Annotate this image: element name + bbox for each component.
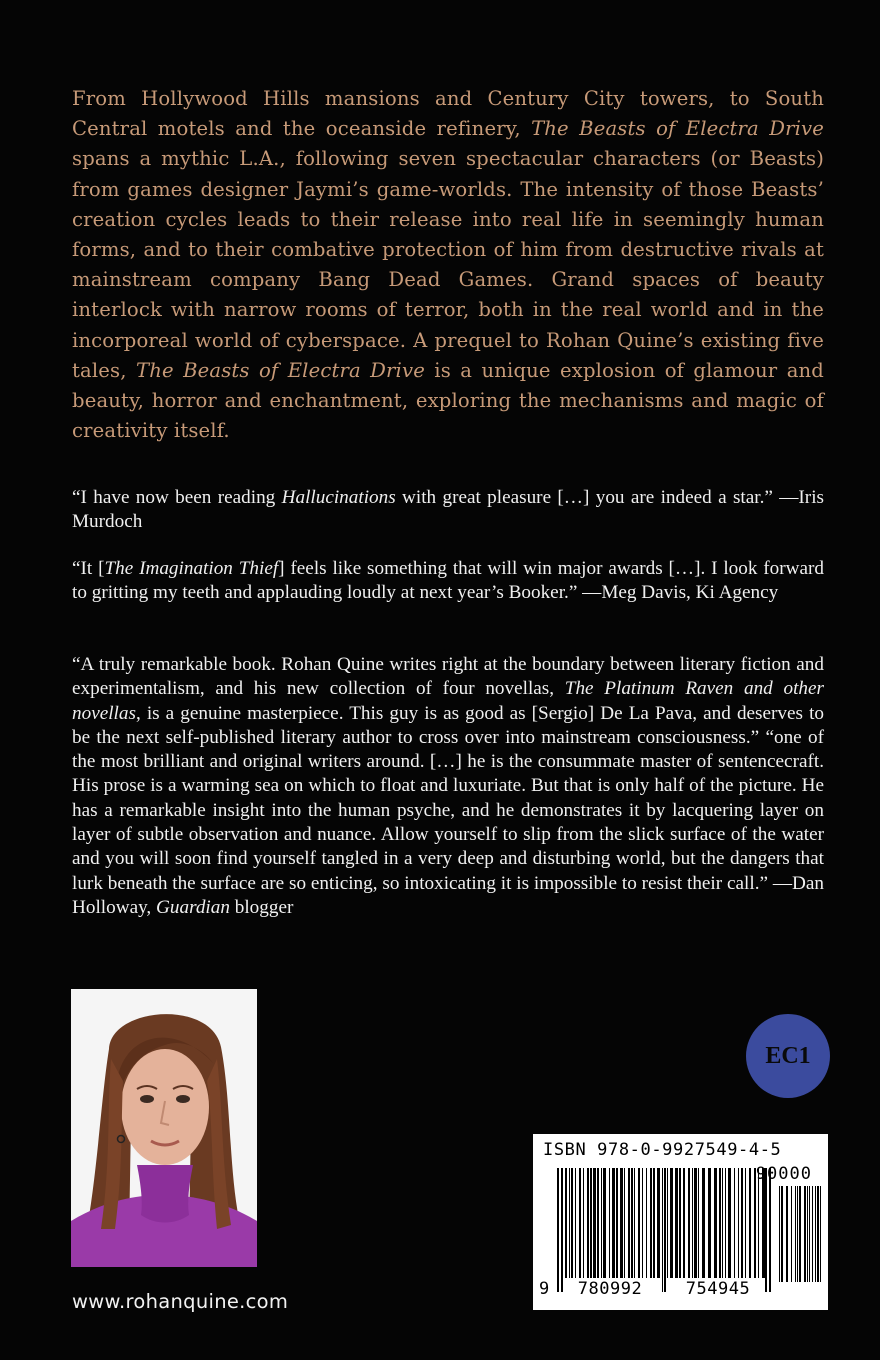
barcode-bar <box>679 1168 681 1278</box>
barcode-bar <box>683 1168 685 1278</box>
barcode-bar <box>667 1168 668 1278</box>
barcode-bar <box>616 1168 618 1278</box>
review-quote-davis <box>72 557 824 606</box>
quote-text: ] feels like something that will win major awards […]. I look forward to gritting my teeth and applauding loudly at next year’s Booker.” —Meg Davis, Ki Agency <box>72 558 824 604</box>
price-code: 90000 <box>755 1164 812 1184</box>
quote-text: , is a genuine masterpiece. This guy is as good as [Sergio] De La Pava, and deserves to be the next self-published literary author to cross over into mainstream consciousness.” “one of the most brilliant and original writers around. […] he is the consummate master of sentencecraft. His prose is a warming sea on which to float and luxuriate. But that is only half of the picture. He has a remarkable insight into the human psyche, and he demonstrates it by lacquering layer on layer of subtle observation and nuance. Allow yourself to slip from the slick surface of the water and you will soon find yourself tangled in a very deep and disturbing world, but the dangers that lurk beneath the surface are so enticing, so intoxicating it is impossible to resist their call.” —Dan Holloway, <box>72 702 824 918</box>
barcode-bar <box>593 1168 596 1278</box>
barcode-bar <box>664 1168 666 1292</box>
author-website[interactable]: www.rohanquine.com <box>72 1290 289 1313</box>
barcode-bar <box>631 1168 633 1278</box>
quote-text: “It [ <box>72 558 105 579</box>
barcode-bar <box>725 1168 726 1278</box>
barcode-bar <box>791 1186 792 1282</box>
barcode-bar <box>575 1168 576 1278</box>
barcode-bar <box>670 1168 673 1278</box>
isbn-barcode <box>533 1134 828 1310</box>
barcode-bar <box>579 1168 581 1278</box>
barcode-bar <box>749 1168 751 1278</box>
barcode-bar <box>692 1168 693 1278</box>
barcode-bar <box>809 1186 810 1282</box>
barcode-bar <box>597 1168 599 1278</box>
barcode-bar <box>569 1168 570 1278</box>
ean-first-digit: 9 <box>539 1279 550 1299</box>
barcode-bar <box>587 1168 589 1278</box>
barcode-bar <box>642 1168 643 1278</box>
barcode-bar <box>688 1168 690 1278</box>
barcode-bar <box>728 1168 731 1278</box>
blurb-book-title: The Beasts of Electra Drive <box>531 117 824 141</box>
barcode-bar <box>741 1168 743 1278</box>
barcode-bar <box>557 1168 559 1292</box>
barcode-bar <box>675 1168 678 1278</box>
book-blurb <box>72 84 824 446</box>
barcode-bar <box>628 1168 630 1278</box>
barcode-bar <box>745 1168 746 1278</box>
barcode-bar <box>590 1168 592 1278</box>
barcode-bar <box>786 1186 788 1282</box>
ean-left-group: 780992 <box>577 1279 643 1299</box>
barcode-bar <box>815 1186 816 1282</box>
barcode-bar <box>646 1168 647 1278</box>
review-quote-murdoch <box>72 486 824 535</box>
barcode-bar <box>781 1186 783 1282</box>
isbn-number: ISBN 978-0-9927549-4-5 <box>543 1140 782 1160</box>
barcode-bar <box>694 1168 697 1278</box>
blurb-book-title: The Beasts of Electra Drive <box>135 358 425 382</box>
barcode-bar <box>702 1168 705 1278</box>
ean-right-group: 754945 <box>685 1279 751 1299</box>
barcode-bar <box>634 1168 635 1278</box>
ec1-badge <box>746 1014 830 1098</box>
barcode-bar <box>807 1186 808 1282</box>
blurb-text-1: From Hollywood Hills mansions and Century City towers, to South Central motels and the oceanside refinery, <box>72 87 824 141</box>
barcode-bar <box>722 1168 723 1278</box>
barcode-bar <box>769 1168 771 1292</box>
barcode-bar <box>601 1168 602 1278</box>
barcode-bar <box>820 1186 821 1282</box>
barcode-bar <box>583 1168 584 1278</box>
barcode-bar <box>804 1186 806 1282</box>
author-portrait <box>71 989 257 1267</box>
barcode-bar <box>565 1168 567 1278</box>
barcode-bar <box>719 1168 721 1278</box>
barcode-bar <box>620 1168 623 1278</box>
barcode-bar <box>714 1168 717 1278</box>
ean-digits <box>539 1279 769 1299</box>
badge-label: EC1 <box>765 1042 811 1069</box>
barcode-bar <box>708 1168 711 1278</box>
barcode-bar <box>653 1168 655 1278</box>
barcode-bar <box>650 1168 652 1278</box>
barcode-bar <box>797 1186 798 1282</box>
barcode-bar <box>571 1168 573 1278</box>
barcode-bar <box>657 1168 660 1278</box>
barcode-bar <box>612 1168 615 1278</box>
quote-book-title: The Platinum Raven and other novellas <box>72 678 824 724</box>
quote-text: blogger <box>229 896 294 918</box>
quote-book-title: The Imagination Thief <box>104 558 279 579</box>
barcode-bar <box>795 1186 796 1282</box>
barcode-bar <box>624 1168 625 1278</box>
quote-book-title: Hallucinations <box>281 487 396 508</box>
barcode-bar <box>817 1186 819 1282</box>
barcode-bar <box>662 1168 663 1292</box>
barcode-bar <box>603 1168 606 1278</box>
barcode-bar <box>698 1168 699 1278</box>
barcode-bar <box>758 1168 759 1278</box>
barcode-bar <box>765 1168 767 1292</box>
barcode-bar <box>754 1168 756 1278</box>
quote-text: “A truly remarkable book. Rohan Quine writes right at the boundary between literary fiction and experimentalism, and his new collection of four novellas, <box>72 654 824 700</box>
quote-text: with great pleasure […] you are indeed a star.” —Iris Murdoch <box>72 487 824 533</box>
blurb-text-2: spans a mythic L.A., following seven spectacular characters (or Beasts) from games designer Jaymi’s game-worlds. The intensity of those Beasts’ creation cycles leads to their release into real life in seemingly human forms, and to their combative protection of him from destructive rivals at mainstream company Bang Dead Games. Grand spaces of beauty interlock with narrow rooms of terror, both in the real world and in the incorporeal world of cyberspace. A prequel to Rohan Quine’s existing five tales, <box>72 147 824 382</box>
quote-source: Guardian <box>156 896 230 918</box>
blurb-text-3: is a unique explosion of glamour and beauty, horror and enchantment, exploring the mechanisms and magic of creativity itself. <box>72 358 824 443</box>
barcode-bar <box>779 1186 780 1282</box>
quote-text: “I have now been reading <box>72 487 282 508</box>
barcode-bar <box>561 1168 563 1292</box>
barcode-bar <box>609 1168 610 1278</box>
barcode-bar <box>738 1168 739 1278</box>
review-quote-holloway <box>72 653 824 920</box>
barcode-bar <box>799 1186 801 1282</box>
barcode-bar <box>734 1168 735 1278</box>
barcode-bar <box>762 1168 765 1278</box>
author-photo <box>71 989 257 1267</box>
barcode-bar <box>638 1168 640 1278</box>
barcode-bar <box>812 1186 813 1282</box>
